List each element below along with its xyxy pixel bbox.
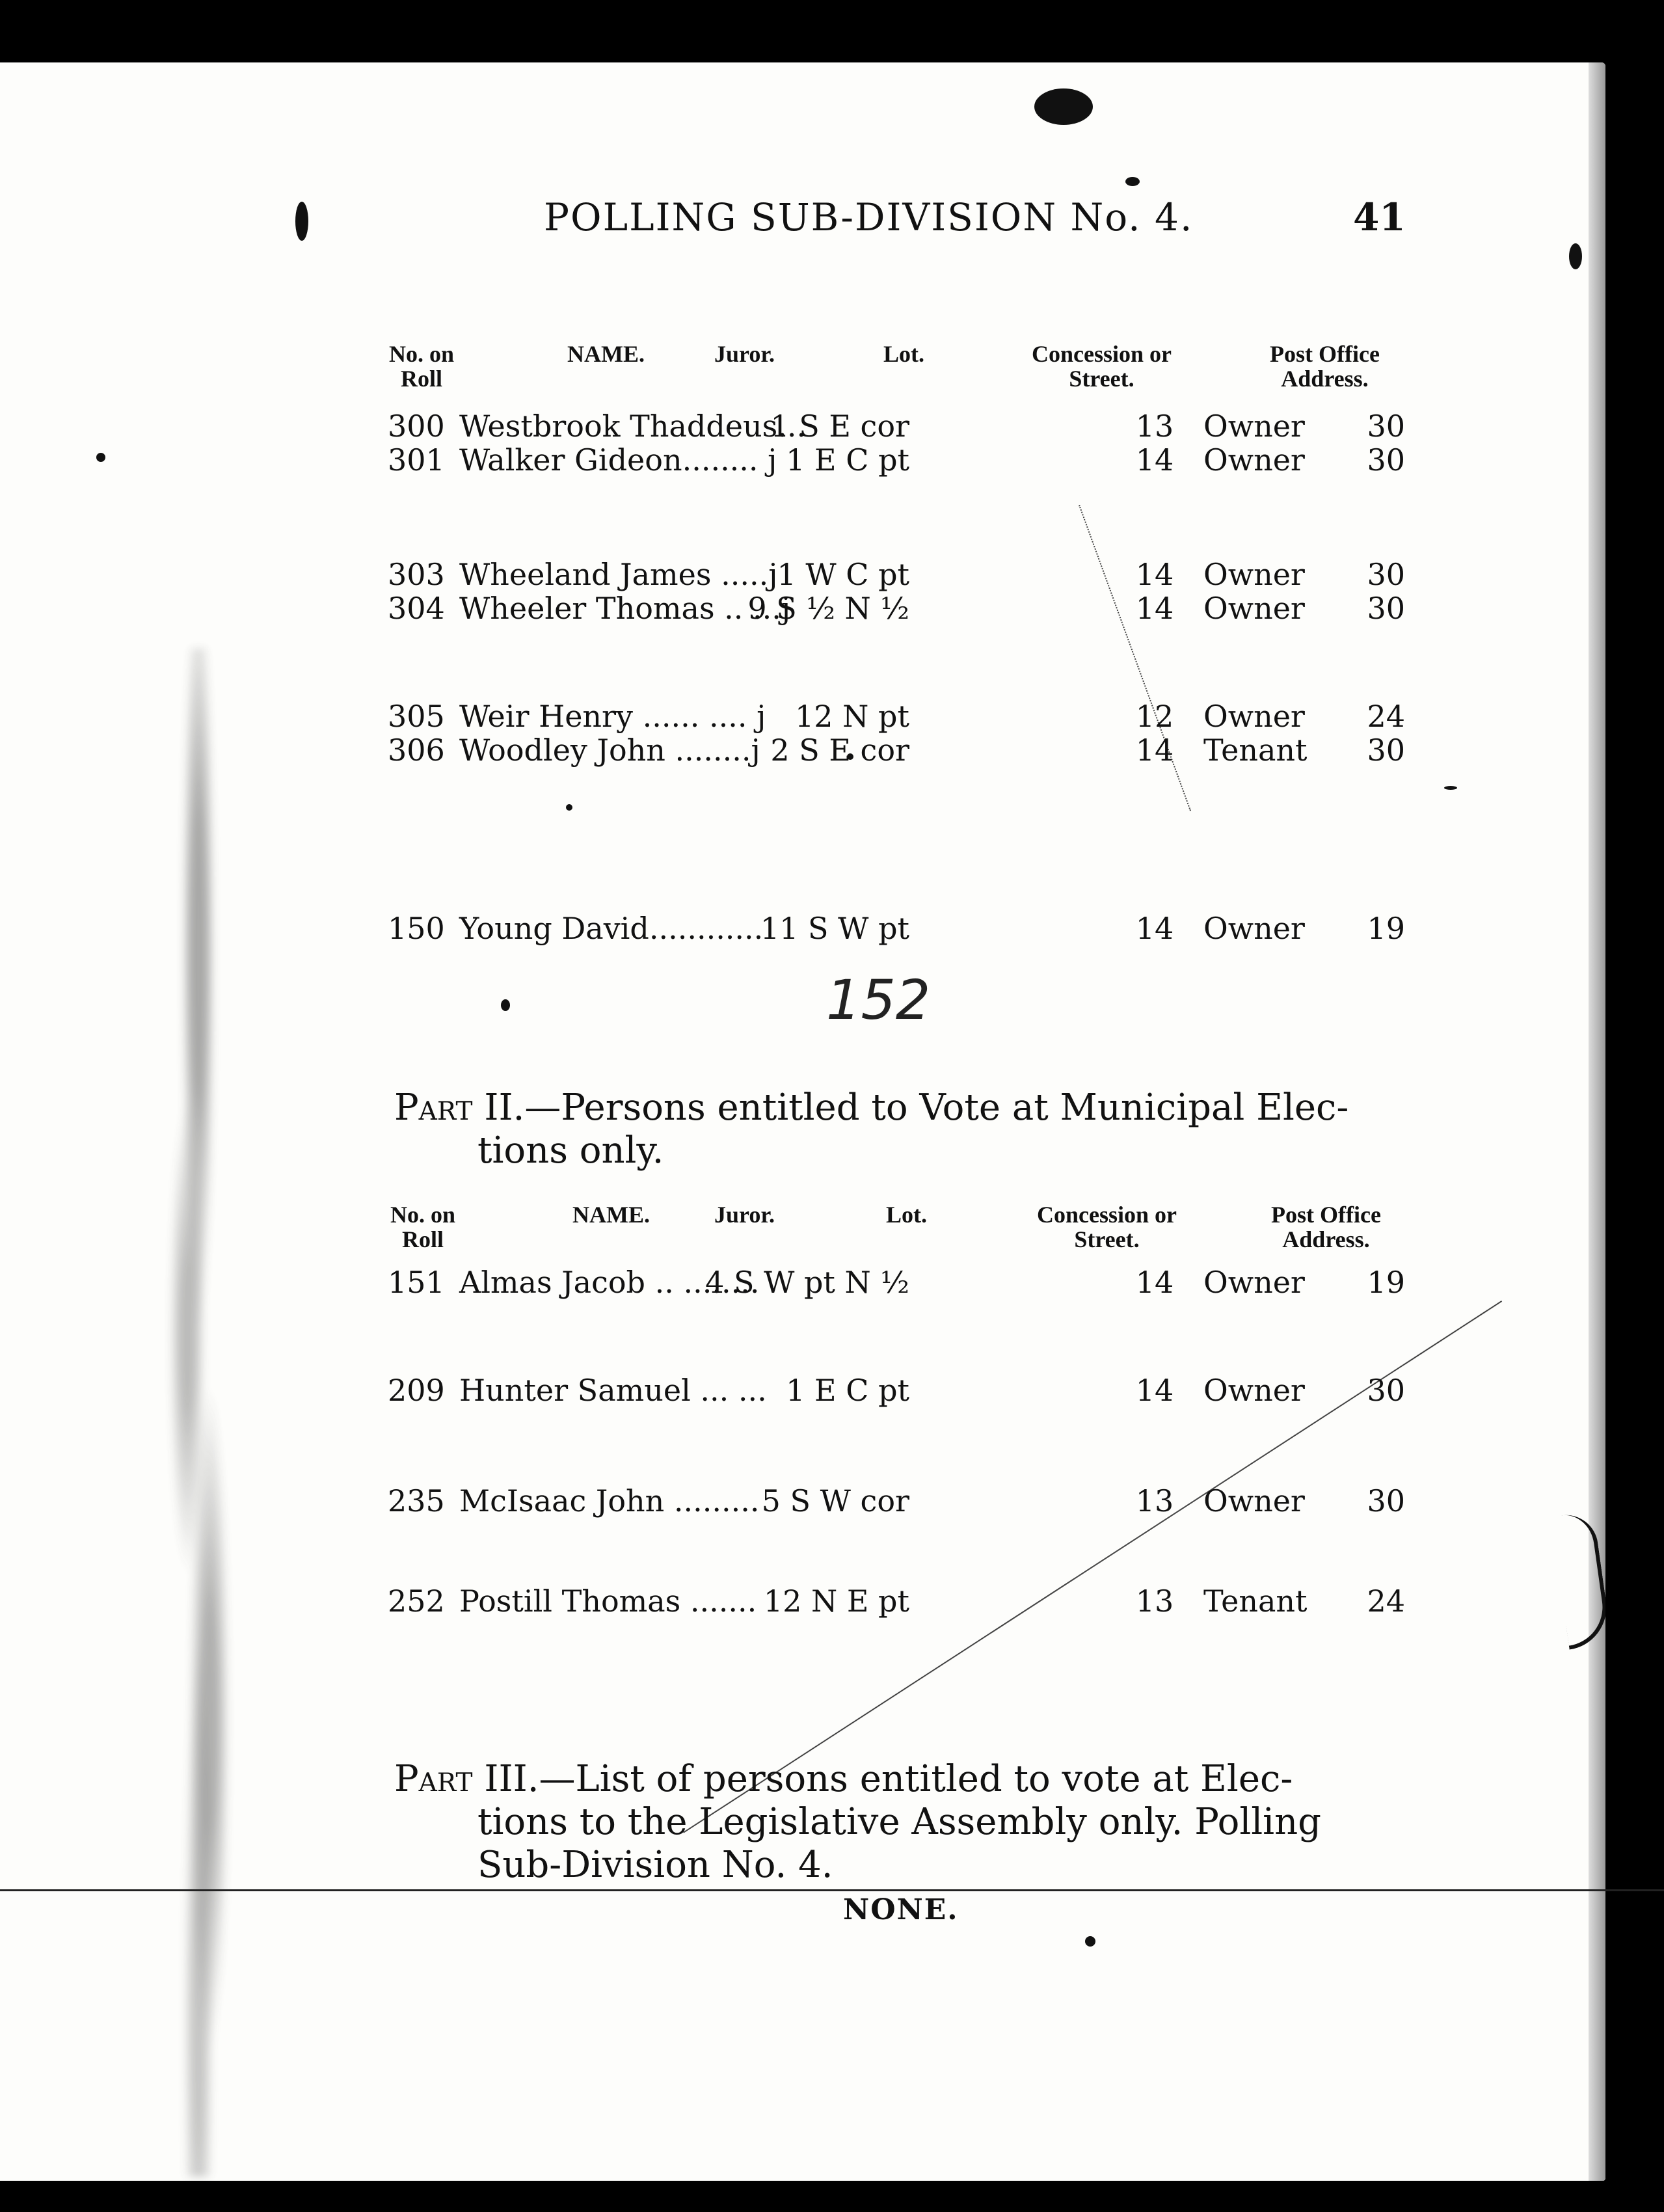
part2-heading-text: —Persons entitled to Vote at Municipal Elec- (524, 1086, 1349, 1129)
roll-number: 301 (388, 442, 445, 478)
tenure-status: Owner (1203, 911, 1305, 946)
table-row (0, 442, 1664, 480)
col-lot: Lot. (886, 1202, 927, 1228)
voter-name: Woodley John ........j (459, 733, 760, 768)
concession: 14 (1135, 733, 1174, 768)
lot: 1 W C pt (777, 557, 909, 592)
none-label: NONE. (843, 1893, 959, 1926)
post-office-address: 19 (1367, 911, 1405, 946)
ink-speck (566, 804, 572, 811)
part3-line3: Sub-Division No. 4. (477, 1844, 833, 1886)
ink-speck (501, 999, 510, 1011)
roll-number: 305 (388, 699, 445, 734)
col-roll: No. on Roll (390, 1202, 456, 1252)
tenure-status: Owner (1203, 1265, 1305, 1300)
lot: 4 S W pt N ½ (705, 1265, 909, 1300)
roll-number: 304 (388, 591, 445, 626)
concession: 14 (1135, 557, 1174, 592)
voter-name: Postill Thomas ....... (459, 1584, 757, 1619)
ink-speck (1125, 177, 1140, 186)
tenure-status: Owner (1203, 699, 1305, 734)
post-office-address: 30 (1367, 442, 1405, 478)
col-post-office: Post Office Address. (1271, 1202, 1381, 1252)
part3-label: Part III. (394, 1758, 539, 1800)
post-office-address: 19 (1367, 1265, 1405, 1300)
part2-heading (394, 1086, 1409, 1172)
header-title: POLLING SUB-DIVISION No. 4. (544, 195, 1194, 239)
post-office-address: 30 (1367, 733, 1405, 768)
table-row (0, 557, 1664, 595)
concession: 13 (1135, 409, 1174, 444)
concession: 14 (1135, 442, 1174, 478)
roll-number: 151 (388, 1265, 445, 1300)
table-row (0, 409, 1664, 446)
roll-number: 306 (388, 733, 445, 768)
lot: 12 N pt (795, 699, 909, 734)
voter-name: Westbrook Thaddeus... (459, 409, 807, 444)
lot: 1 E C pt (786, 442, 909, 478)
post-office-address: 24 (1367, 1584, 1405, 1619)
lot: 9 S ½ N ½ (747, 591, 909, 626)
part2-heading-continuation: tions only. (477, 1129, 664, 1172)
lot: 11 S W pt (760, 911, 909, 946)
voter-name: Young David............ (459, 911, 764, 946)
tenure-status: Owner (1203, 409, 1305, 444)
table-row (0, 699, 1664, 736)
concession: 14 (1135, 1373, 1174, 1408)
voter-name: McIsaac John ......... (459, 1483, 760, 1518)
concession: 14 (1135, 1265, 1174, 1300)
table-row (0, 1483, 1664, 1521)
voter-name: Almas Jacob .. ........ (459, 1265, 760, 1300)
part2-label: Part II. (394, 1086, 525, 1129)
tenure-status: Owner (1203, 591, 1305, 626)
roll-number: 252 (388, 1584, 445, 1619)
lot: 1 S E cor (770, 409, 909, 444)
col-name: NAME. (567, 341, 645, 367)
roll-number: 209 (388, 1373, 445, 1408)
ink-blot (1034, 88, 1093, 125)
voter-name: Hunter Samuel ... ... (459, 1373, 767, 1408)
roll-number: 303 (388, 557, 445, 592)
tenure-status: Owner (1203, 442, 1305, 478)
roll-number: 150 (388, 911, 445, 946)
roll-number: 235 (388, 1483, 445, 1518)
ink-speck (295, 202, 308, 241)
tenure-status: Owner (1203, 557, 1305, 592)
tenure-status: Owner (1203, 1373, 1305, 1408)
lot: 12 N E pt (763, 1584, 909, 1619)
lot: 5 S W cor (761, 1483, 909, 1518)
post-office-address: 30 (1367, 1483, 1405, 1518)
col-juror: Juror. (714, 341, 775, 367)
concession: 13 (1135, 1483, 1174, 1518)
horizontal-rule (0, 1889, 1664, 1891)
tenure-status: Tenant (1203, 733, 1308, 768)
col-roll: No. on Roll (389, 341, 455, 392)
concession: 13 (1135, 1584, 1174, 1619)
concession: 12 (1135, 699, 1174, 734)
tenure-status: Tenant (1203, 1584, 1308, 1619)
lot: 1 E C pt (786, 1373, 909, 1408)
part3-heading (394, 1758, 1409, 1887)
voter-name: Wheeland James .....j (459, 557, 778, 592)
ink-speck (1569, 243, 1582, 269)
page-number: 41 (1353, 195, 1406, 239)
post-office-address: 30 (1367, 1373, 1405, 1408)
post-office-address: 30 (1367, 409, 1405, 444)
table-row (0, 911, 1664, 949)
post-office-address: 30 (1367, 557, 1405, 592)
voter-name: Wheeler Thomas .. ...j (459, 591, 791, 626)
part3-line1: —List of persons entitled to vote at Elec- (539, 1758, 1293, 1800)
voter-name: Weir Henry ...... .... j (459, 699, 766, 734)
concession: 14 (1135, 591, 1174, 626)
post-office-address: 30 (1367, 591, 1405, 626)
table-row (0, 1584, 1664, 1621)
col-juror: Juror. (714, 1202, 775, 1228)
col-concession: Concession or Street. (1032, 341, 1172, 392)
post-office-address: 24 (1367, 699, 1405, 734)
table-row (0, 1265, 1664, 1302)
ink-speck (1085, 1936, 1095, 1947)
concession: 14 (1135, 911, 1174, 946)
lot: 2 S E cor (770, 733, 909, 768)
voter-name: Walker Gideon........ j (459, 442, 777, 478)
binding-stain (143, 648, 254, 2177)
tenure-status: Owner (1203, 1483, 1305, 1518)
part3-line2: tions to the Legislative Assembly only. Polling (477, 1801, 1321, 1843)
table-row (0, 733, 1664, 770)
roll-number: 300 (388, 409, 445, 444)
handwritten-note: 152 (826, 968, 931, 1032)
col-name: NAME. (572, 1202, 650, 1228)
col-concession: Concession or Street. (1037, 1202, 1177, 1252)
page-edge (1589, 62, 1605, 2181)
ink-speck (1444, 786, 1457, 790)
table-row (0, 591, 1664, 628)
table-row (0, 1373, 1664, 1410)
col-post-office: Post Office Address. (1270, 341, 1380, 392)
col-lot: Lot. (883, 341, 924, 367)
